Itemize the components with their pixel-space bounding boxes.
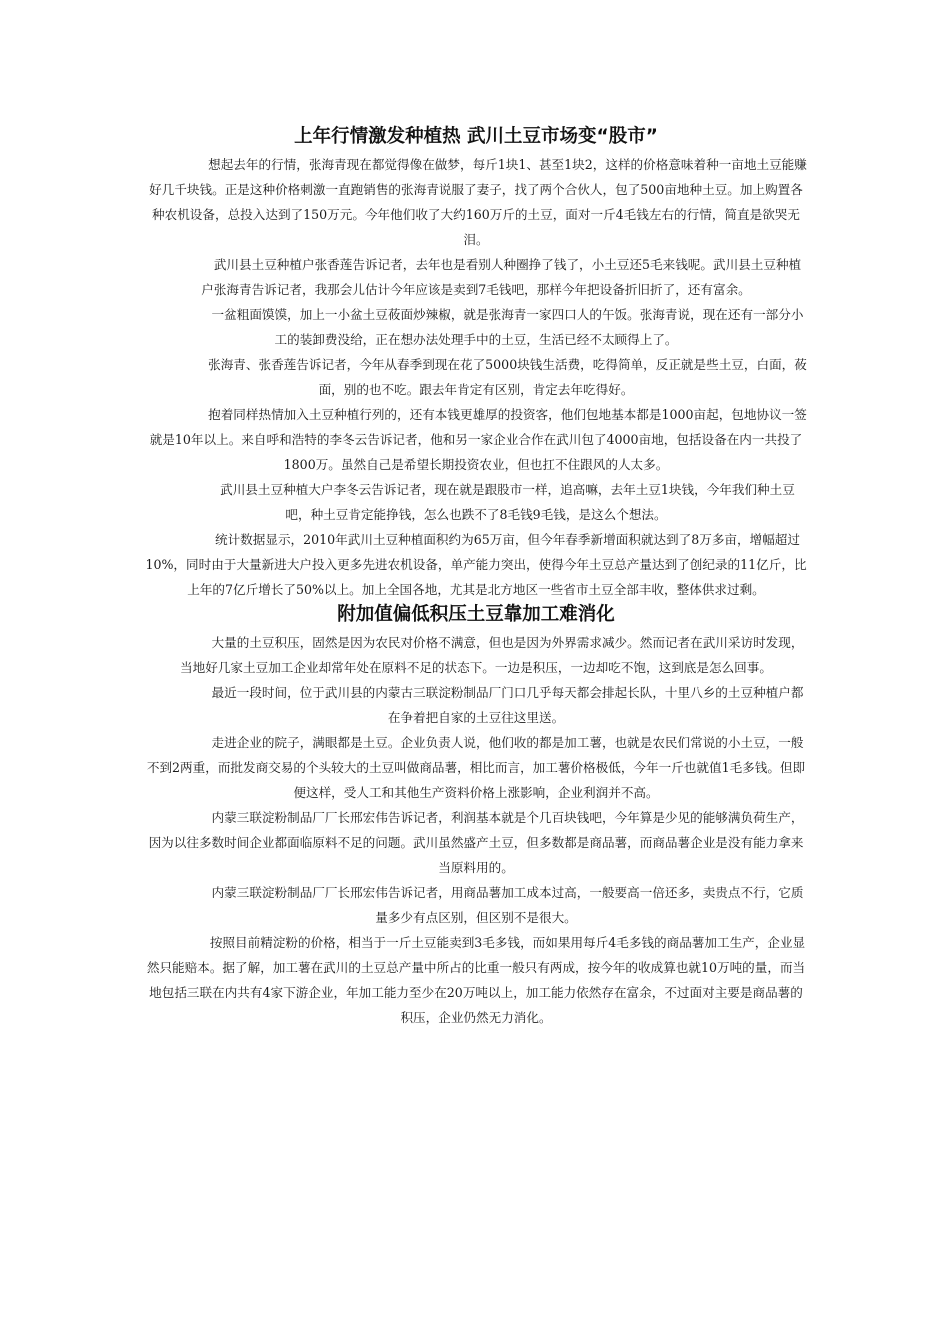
paragraph: 走进企业的院子，满眼都是土豆。企业负责人说，他们收的都是加工薯，也就是农民们常说的小土豆，一般不到2两重，而批发商交易的个头较大的土豆叫做商品薯，相比而言，加工薯价格极低，今年一斤也就值1毛多钱。但即便这样，受人工和其他生产资料价格上涨影响，企业利润并不高。 [146, 735, 806, 800]
paragraph: 内蒙三联淀粉制品厂厂长邢宏伟告诉记者，利润基本就是个几百块钱吧，今年算是少见的能够满负荷生产，因为以往多数时间企业都面临原料不足的问题。武川虽然盛产土豆，但多数都是商品薯，而商品薯企业是没有能力拿来当原料用的。 [148, 810, 804, 875]
paragraph: 武川县土豆种植大户李冬云告诉记者，现在就是跟股市一样，追高嘛，去年土豆1块钱，今年我们种土豆吧，种土豆肯定能挣钱，怎么也跌不了8毛钱9毛钱，是这么个想法。 [157, 482, 795, 522]
paragraph: 抱着同样热情加入土豆种植行列的，还有本钱更雄厚的投资客，他们包地基本都是1000亩起，包地协议一签就是10年以上。来自呼和浩特的李冬云告诉记者，他和另一家企业合作在武川包了4000亩地，包括设备在内一共投了1800万。虽然自己是希望长期投资农业，但也扛不住跟风的人太多。 [145, 407, 807, 472]
paragraph: 想起去年的行情，张海青现在都觉得像在做梦，每斤1块1、甚至1块2，这样的价格意味着种一亩地土豆能赚好几千块钱。正是这种价格刺激一直跑销售的张海青说服了妻子，找了两个合伙人，包了500亩地种土豆。加上购置各种农机设备，总投入达到了150万元。今年他们收了大约160万斤的土豆，面对一斤4毛钱左右的行情，简直是欲哭无泪。 [145, 157, 807, 247]
paragraph: 武川县土豆种植户张香莲告诉记者，去年也是看别人种圈挣了钱了，小土豆还5毛来钱呢。武川县土豆种植户张海青告诉记者，我那会儿估计今年应该是卖到7毛钱吧，那样今年把设备折旧折了，还有富余。 [150, 257, 802, 297]
paragraph: 统计数据显示，2010年武川土豆种植面积约为65万亩，但今年春季新增面积就达到了8万多亩，增幅超过10%，同时由于大量新进大户投入更多先进农机设备，单产能力突出，使得今年土豆总产量达到了创纪录的11亿斤，比上年的7亿斤增长了50%以上。加上全国各地，尤其是北方地区一些省市土豆全部丰收，整体供求过剩。 [145, 532, 807, 597]
paragraph: 张海青、张香莲告诉记者，今年从春季到现在花了5000块钱生活费，吃得简单，反正就是些土豆，白面，莜面，别的也不吃。跟去年肯定有区别，肯定去年吃得好。 [145, 357, 807, 397]
headline-1: 上年行情激发种植热 武川土豆市场变“股市” [294, 126, 658, 147]
article-body [145, 124, 807, 1030]
paragraph: 内蒙三联淀粉制品厂厂长邢宏伟告诉记者，用商品薯加工成本过高，一般要高一倍还多，卖贵点不行，它质量多少有点区别，但区别不是很大。 [148, 885, 804, 925]
paragraph: 大量的土豆积压，固然是因为农民对价格不满意，但也是因为外界需求减少。然而记者在武川采访时发现，当地好几家土豆加工企业却常年处在原料不足的状态下。一边是积压，一边却吃不饱，这到底是怎么回事。 [148, 635, 804, 675]
paragraph: 一盆粗面馍馍，加上一小盆土豆莜面炒辣椒，就是张海青一家四口人的午饭。张海青说，现在还有一部分小工的装卸费没给，正在想办法处理手中的土豆，生活已经不太顾得上了。 [148, 307, 804, 347]
paragraph: 按照目前精淀粉的价格，相当于一斤土豆能卖到3毛多钱，而如果用每斤4毛多钱的商品薯加工生产，企业显然只能赔本。据了解，加工薯在武川的土豆总产量中所占的比重一般只有两成，按今年的收成算也就10万吨的量，而当地包括三联在内共有4家下游企业，年加工能力至少在20万吨以上，加工能力依然存在富余，不过面对主要是商品薯的积压，企业仍然无力消化。 [146, 935, 806, 1025]
headline-2: 附加值偏低积压土豆靠加工难消化 [337, 604, 615, 625]
paragraph: 最近一段时间，位于武川县的内蒙古三联淀粉制品厂门口几乎每天都会排起长队，十里八乡的土豆种植户都在争着把自家的土豆往这里送。 [148, 685, 804, 725]
